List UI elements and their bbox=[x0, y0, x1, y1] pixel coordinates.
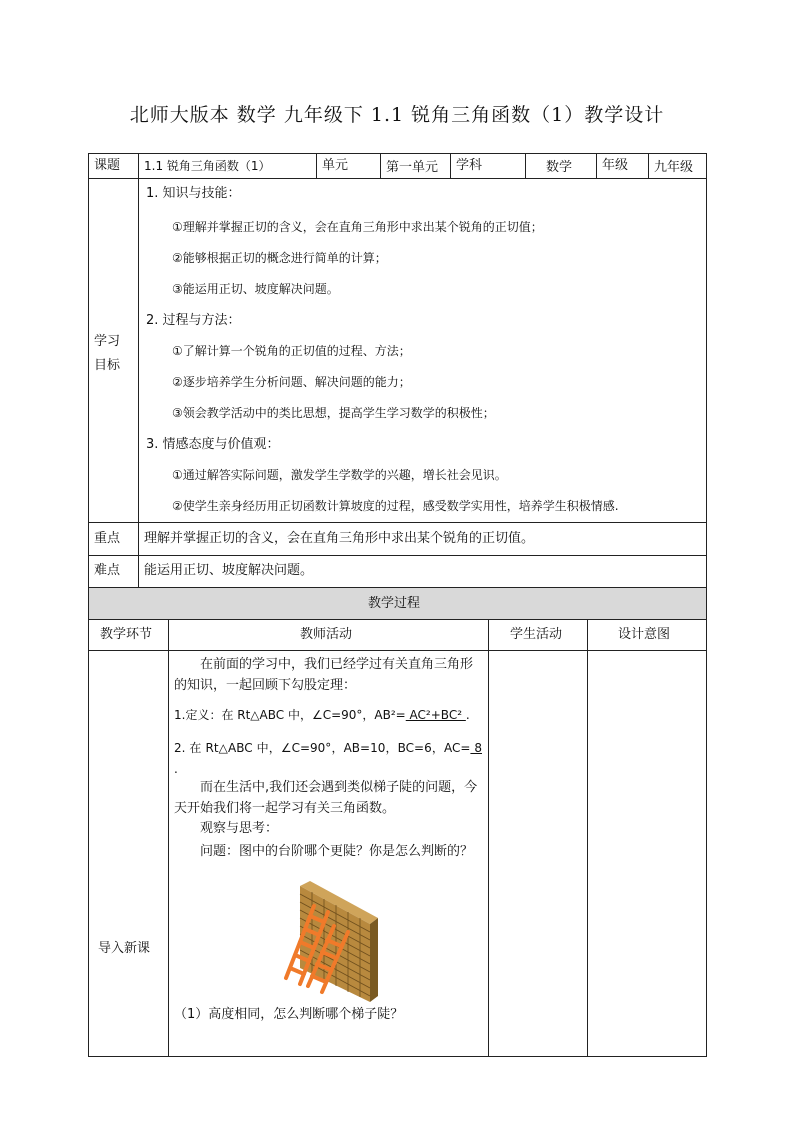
process-title: 教学过程 bbox=[368, 596, 421, 611]
table-border bbox=[88, 1056, 707, 1057]
page-title: 北师大版本 数学 九年级下 1.1 锐角三角函数（1）教学设计 bbox=[129, 104, 665, 126]
table-border bbox=[88, 650, 707, 651]
key-point-label: 重点 bbox=[94, 531, 121, 546]
question-2-answer: 8 bbox=[470, 741, 482, 755]
col-intent-header: 设计意图 bbox=[618, 627, 671, 642]
definition-line bbox=[174, 707, 484, 723]
stage-label: 导入新课 bbox=[98, 941, 151, 956]
table-border bbox=[596, 153, 597, 178]
question-2-end: . bbox=[174, 762, 178, 776]
subject-label: 学科 bbox=[456, 158, 483, 173]
objectives-label: 目标 bbox=[94, 358, 121, 373]
question-text: 问题：图中的台阶哪个更陡？你是怎么判断的？ bbox=[200, 844, 474, 859]
table-border bbox=[138, 178, 139, 587]
question-2-text: 2. 在 Rt△ABC 中，∠C=90°，AB=10，BC=6，AC= bbox=[174, 741, 471, 755]
life-paragraph: 而在生活中,我们还会遇到类似梯子陡的问题，今天开始我们将一起学习有关三角函数。 bbox=[174, 780, 478, 816]
key-point-text: 理解并掌握正切的含义，会在直角三角形中求出某个锐角的正切值。 bbox=[144, 531, 535, 546]
subject-value: 数学 bbox=[546, 160, 573, 175]
table-border bbox=[88, 555, 707, 556]
table-border bbox=[450, 153, 451, 178]
objective-item: ①通过解答实际问题，激发学生学数学的兴趣，增长社会见识。 bbox=[172, 468, 507, 482]
table-border bbox=[587, 619, 588, 1057]
unit-label: 单元 bbox=[322, 158, 349, 173]
objective-heading: 3. 情感态度与价值观： bbox=[146, 437, 280, 452]
wall-ladder-illustration bbox=[278, 880, 388, 1002]
difficulty-text: 能运用正切、坡度解决问题。 bbox=[144, 563, 314, 578]
question-2 bbox=[174, 738, 482, 780]
col-stage-header: 教学环节 bbox=[100, 627, 153, 642]
table-border bbox=[488, 619, 489, 1057]
objective-heading: 2. 过程与方法： bbox=[146, 313, 241, 328]
table-border bbox=[706, 153, 707, 1057]
grade-label: 年级 bbox=[602, 158, 629, 173]
unit-value: 第一单元 bbox=[386, 160, 439, 175]
table-border bbox=[380, 153, 381, 178]
table-border bbox=[88, 153, 707, 154]
intro-paragraph: 在前面的学习中，我们已经学过有关直角三角形的知识，一起回顾下勾股定理： bbox=[174, 657, 474, 693]
observe-heading: 观察与思考： bbox=[200, 821, 279, 836]
objective-item: ③领会教学活动中的类比思想，提高学生学习数学的积极性； bbox=[172, 406, 495, 420]
objective-item: ①理解并掌握正切的含义，会在直角三角形中求出某个锐角的正切值； bbox=[172, 220, 543, 234]
table-border bbox=[316, 153, 317, 178]
table-border bbox=[648, 153, 649, 178]
grade-value: 九年级 bbox=[654, 160, 694, 175]
objective-item: ②能够根据正切的概念进行简单的计算； bbox=[172, 251, 387, 265]
definition-text: 1.定义：在 Rt△ABC 中，∠C=90°，AB²= bbox=[174, 708, 406, 722]
table-border bbox=[168, 619, 169, 1057]
objective-heading: 1. 知识与技能： bbox=[146, 186, 241, 201]
table-border bbox=[88, 178, 707, 179]
topic-value: 1.1 锐角三角函数（1） bbox=[144, 159, 271, 173]
table-border bbox=[88, 522, 707, 523]
objective-item: ③能运用正切、坡度解决问题。 bbox=[172, 282, 339, 296]
objective-item: ②逐步培养学生分析问题、解决问题的能力； bbox=[172, 375, 411, 389]
col-teacher-header: 教师活动 bbox=[300, 627, 353, 642]
objective-item: ②使学生亲身经历用正切函数计算坡度的过程，感受数学实用性，培养学生积极情感. bbox=[172, 499, 619, 513]
col-student-header: 学生活动 bbox=[510, 627, 563, 642]
table-border bbox=[525, 153, 526, 178]
difficulty-label: 难点 bbox=[94, 563, 121, 578]
sub-question: （1）高度相同，怎么判断哪个梯子陡？ bbox=[174, 1007, 404, 1022]
topic-label: 课题 bbox=[94, 158, 121, 173]
definition-answer: AC²+BC² bbox=[405, 708, 466, 722]
definition-end: . bbox=[465, 708, 470, 722]
wall-side bbox=[370, 918, 378, 1002]
table-border bbox=[88, 619, 707, 620]
table-border bbox=[138, 153, 139, 178]
objectives-label: 学习 bbox=[94, 334, 121, 349]
objective-item: ①了解计算一个锐角的正切值的过程、方法； bbox=[172, 344, 411, 358]
